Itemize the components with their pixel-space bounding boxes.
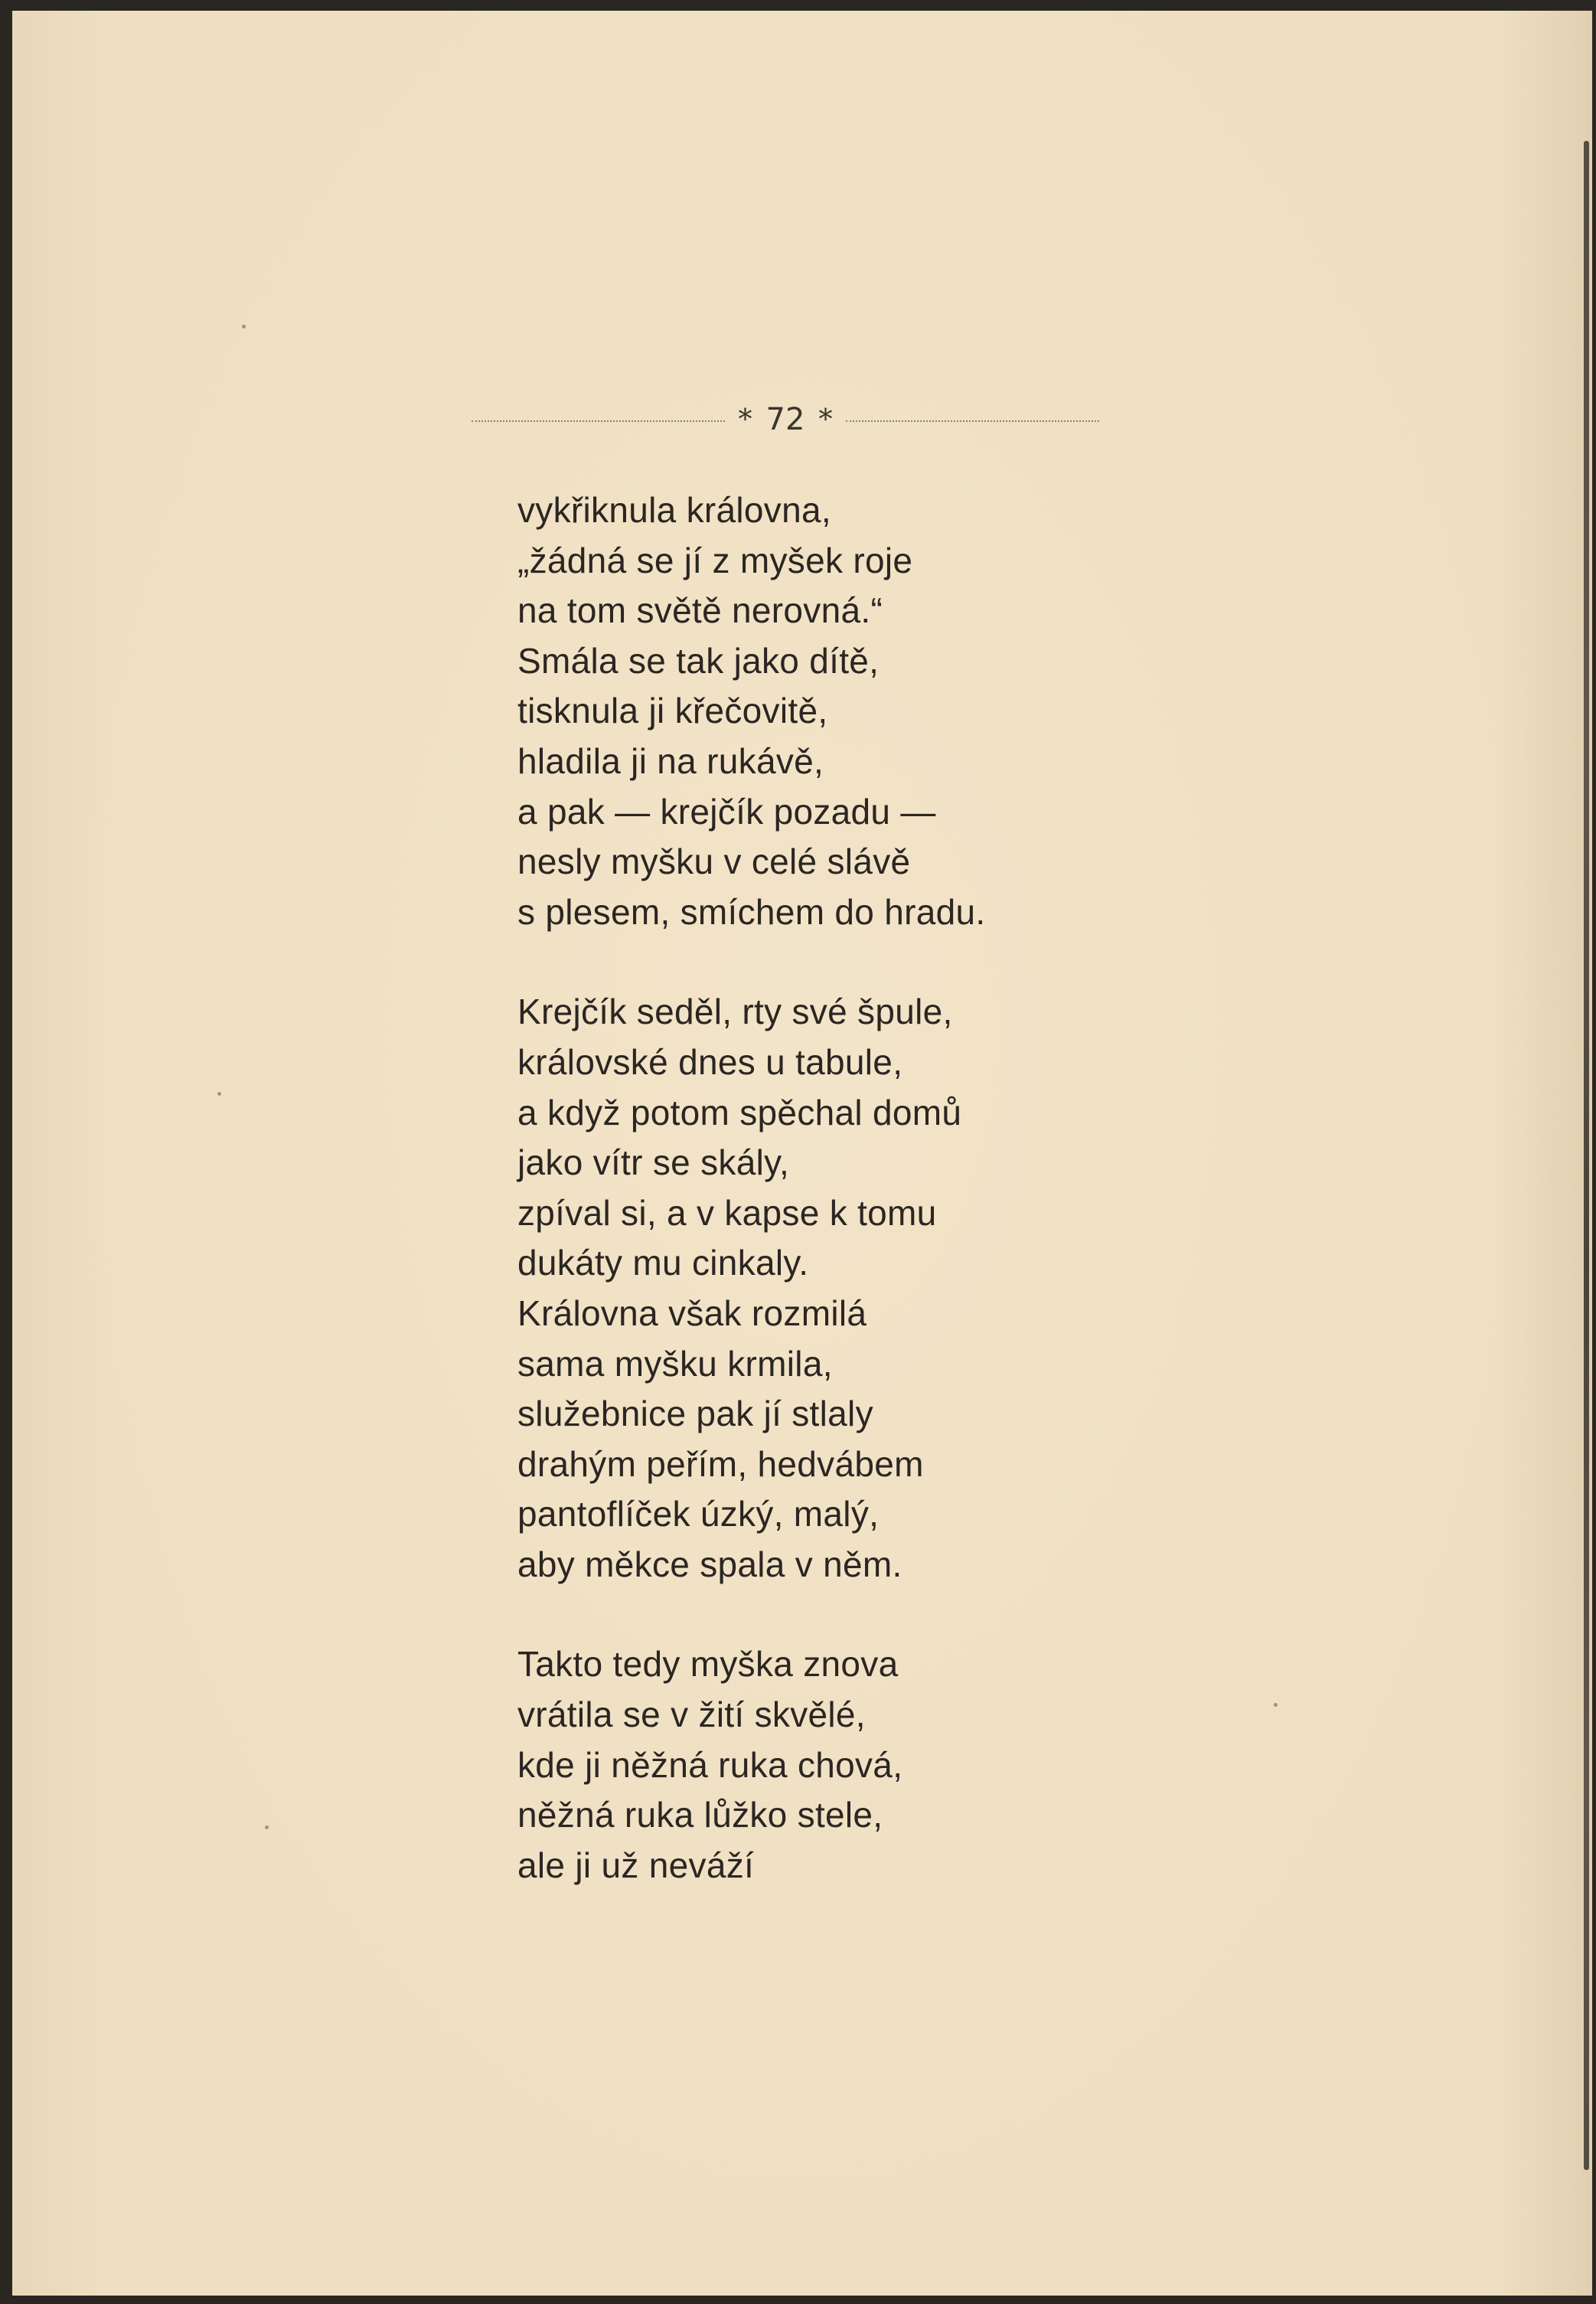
verse-line: aby měkce spala v něm. [517,1544,902,1584]
verse-line: dukáty mu cinkaly. [517,1243,809,1283]
verse-line: s plesem, smíchem do hradu. [517,891,986,932]
verse-line: jako vítr se skály, [517,1142,790,1183]
verse-line: Krejčík seděl, rty své špule, [517,992,953,1032]
page-number: 72 [765,402,805,437]
paper-speck [217,1092,221,1096]
page-edge-shadow [1584,141,1589,2170]
verse-line: a když potom spěchal domů [517,1092,962,1132]
verse-line: pantoflíček úzký, malý, [517,1494,880,1534]
verse-line: královské dnes u tabule, [517,1041,903,1082]
paper-speck [242,325,246,328]
verse-line: drahým peřím, hedvábem [517,1443,924,1484]
verse-line: a pak — krejčík pozadu — [517,791,936,832]
verse-line: Smála se tak jako dítě, [517,640,880,681]
verse-line: služebnice pak jí stlaly [517,1394,873,1434]
header-rule-right [846,420,1099,422]
book-page [12,11,1592,2296]
verse-line: něžná ruka lůžko stele, [517,1795,883,1835]
verse-line: vykřiknula královna, [517,490,831,530]
header-star-left: * [738,404,752,436]
verse-line: „žádná se jí z myšek roje [517,540,913,580]
verse-line: Takto tedy myška znova [517,1644,899,1685]
stanza-2 [517,987,1283,1590]
stanza-1 [517,485,1283,937]
verse-line: vrátila se v žití skvělé, [517,1695,866,1735]
verse-line: Královna však rozmilá [517,1293,867,1333]
paper-speck [265,1825,269,1829]
header-star-right: * [818,404,833,436]
header-rule-left [472,420,725,422]
verse-line: na tom světě nerovná.“ [517,590,883,631]
verse-line: sama myšku krmila, [517,1343,833,1384]
verse-line: zpíval si, a v kapse k tomu [517,1192,937,1233]
verse-line: nesly myšku v celé slávě [517,842,911,882]
verse-line: kde ji něžná ruka chová, [517,1744,903,1785]
poem-text [517,485,1283,1940]
page-header [472,400,1099,440]
verse-line: hladila ji na rukávě, [517,740,824,781]
verse-line: ale ji už neváží [517,1845,755,1885]
verse-line: tisknula ji křečovitě, [517,691,828,731]
stanza-3 [517,1639,1283,1891]
